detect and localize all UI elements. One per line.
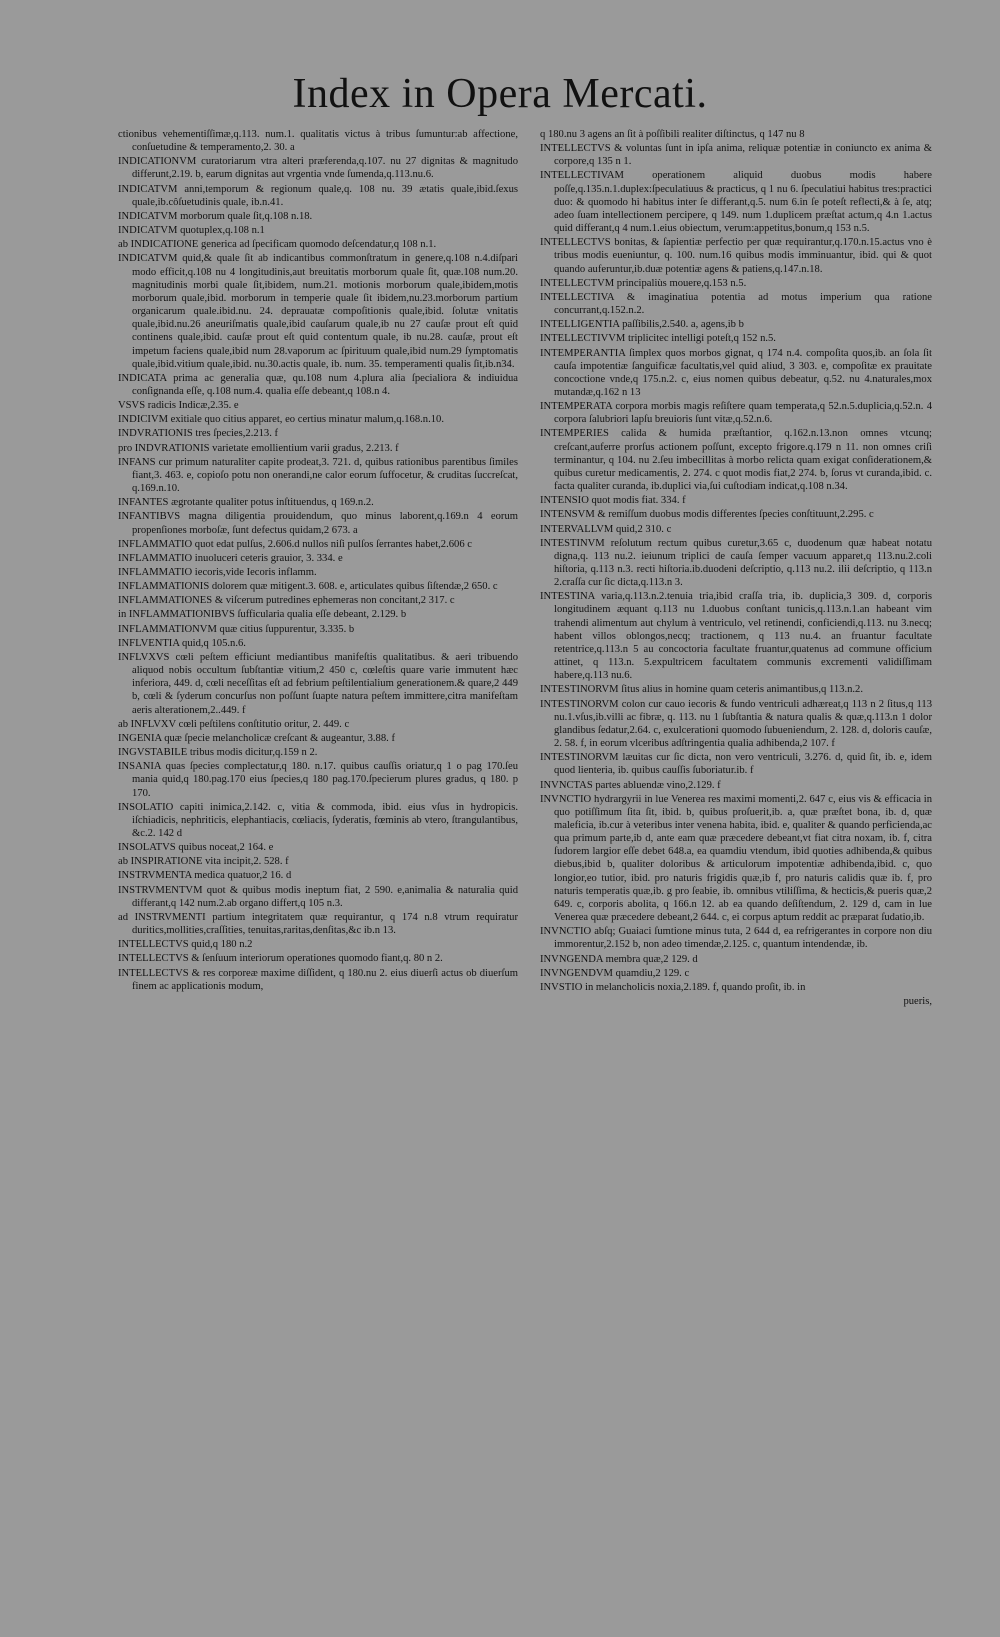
- index-entry: INTELLECTIVA & imaginatiua potentia ad motus imperium qua ratione concurrant,q.152.n.2.: [540, 291, 932, 317]
- index-entry: INTERVALLVM quid,2 310. c: [540, 523, 672, 535]
- index-entry: INVNGENDVM quamdiu,2 129. c: [540, 967, 690, 979]
- index-entry: INDICATVM quid,& quale ſit ab indicantibus commonſtratum in genere,q.108 n.4.diſpari modo efficit,q.108 nu 4 longitudinis,aut breuitatis morborum quale ſit, quæ.108 num.20. magnitudinis morbi quale ſit,ibidem, num.21. motionis morborum quale,ibidem,motis morborum quale,ibid. morborum in temperie quale ſit ibidem,nu.23.morborum partium organicarum quale.ibid.nu. 24. deprauatæ compoſitionis quale,ibid. ſolutæ vnitatis quale,ibid.nu.26 aneuriſmatis quale,ibid cauſarum quale,ib nu 27 cauſæ prout eſt quid continens quale,ibid. cauſæ prout eſt quid contentum quale, ib nu.28. cauſæ, prout eſt impetum faciens quale,ibid num 28.vaporum ac ſpirituum quale,ibid num.29 ſymptomatis quale,ibid.vitium quale,ibid. nu.30.actis quale, ib. num. 35. temperamenti qualis ſit,ib.n34.: [118, 253, 518, 370]
- index-entry: INSOLATVS quibus noceat,2 164. e: [118, 842, 274, 854]
- index-entry: INVNCTIO abſq; Guaiaci ſumtione minus tuta, 2 644 d, ea refrigerantes in corpore non diu immorentur,2.152 b, non adeo timendæ,2.125. c, quantum intendendæ, ib.: [540, 926, 932, 951]
- index-entry: INFLAMMATIONVM quæ citius ſuppurentur, 3.335. b: [118, 623, 355, 635]
- index-entry: ab INSPIRATIONE vita incipit,2. 528. f: [118, 856, 289, 868]
- index-entry: INVNCTAS partes abluendæ vino,2.129. f: [540, 779, 721, 791]
- index-entry: INFLAMMATIO iecoris,vide Iecoris inflamm.: [118, 567, 317, 578]
- index-entry: INTEMPERATA corpora morbis magis reſiſtere quam temperata,q 52.n.5.duplicia,q.52.n. 4 corpora ſalubriori lapſu breuioris ſunt vitæ,q.52.n.6.: [540, 401, 932, 426]
- index-entry: INTESTINORVM ſitus alius in homine quam ceteris animantibus,q 113.n.2.: [540, 684, 864, 696]
- index-entry: VSVS radicis Indicæ,2.35. e: [118, 400, 239, 412]
- index-entry: INFLVENTIA quid,q 105.n.6.: [118, 637, 246, 649]
- index-entry: INTELLECTVS quid,q 180 n.2: [118, 939, 253, 951]
- index-column-right: [540, 128, 932, 1008]
- index-entry: INSOLATIO capiti inimica,2.142. c, vitia & commoda, ibid. eius vſus in hydropicis. iſchiadicis, nephriticis, elephantiacis, cœliacis, ſyderatis, fœminis ab vtero, ſtrangulantibus, &c.2. 142 d: [118, 801, 518, 839]
- page-title: Index in Opera Mercati.: [292, 71, 708, 117]
- index-entry: INSANIA quas ſpecies complectatur,q 180. n.17. quibus cauſſis oriatur,q 1 o pag 170.ſeu mania quid,q 180.pag.170 eius ſpecies,q 180 pag.170.ſpecierum plures gradus, q 180. p 170.: [118, 761, 518, 799]
- index-entry: ctionibus vehementiſſimæ,q.113. num.1. qualitatis victus à tribus ſumuntur:ab affectione, conſuetudine & temperamento,2. 30. a: [118, 129, 518, 154]
- index-entry: q 180.nu 3 agens an ſit à poſſibili realiter diſtinctus, q 147 nu 8: [540, 129, 805, 140]
- index-entry: INTENSVM & remiſſum duobus modis differentes ſpecies conſtituunt,2.295. c: [540, 509, 874, 521]
- index-entry: INFANTIBVS magna diligentia prouidendum, quo minus laborent,q.169.n 4 eorum propenſiones morboſæ, ſunt defectus quidam,2 673. a: [118, 511, 518, 536]
- index-entry: INTESTINVM reſolutum rectum quibus curetur,3.65 c, duodenum quæ habeat notatu digna,q. 113 nu.2. ieiunum triplici de cauſa ſemper vacuum apparet,q 113.nu.2.coli hiſtoria, q.113 n.3. recti hiſtoria.ib.duodeni deſcriptio, q.113 nu.2. ilii deſcriptio, q 113.n 2.craſſa cur ſic dicta,q.113.n 3.: [540, 537, 932, 589]
- index-entry: INTESTINA varia,q.113.n.2.tenuia tria,ibid craſſa tria, ib. duplicia,3 309. d, corporis longitudinem æquant q.113 nu 1.duobus conſtant tunicis,q.113.n.1.an habeant vim trahendi alimentum aut chylum à ventriculo, vel retinendi, conficiendi,q.113. nu 3.necq; habent villos oblongos,necq; tractionem, q 113 nu.4. an fruantur facultate retentrice,q.113.n 5 au concoctoria facultate fruantur,quatenus ad commune officium attinet, q 113.n. 5.expultricem facultatem communis excrementi validiſſimam habere,q.113 nu.6.: [540, 591, 932, 682]
- index-entry: INFLAMMATIO quot edat pulſus, 2.606.d nullos niſi pulſos ſerrantes habet,2.606 c: [118, 538, 472, 550]
- index-entry: INVNGENDA membra quæ,2 129. d: [540, 953, 698, 965]
- catchword: pueris,: [903, 996, 932, 1007]
- index-entry: INTESTINORVM colon cur cauo iecoris & fundo ventriculi adhæreat,q 113 n 2 ſitus,q 113 nu.1.vſus,ib.villi ac fibræ, q. 113. nu 1 ſubſtantia & natura qualis & quæ,q.113.n 1 dolor glandibus ſedatur,2.64. c, exulcerationi quomodo ſubueniendum, 2. 128. d, doloris cauſæ, 2. 58. f, in eorum vlceribus adſtringentia qualia adhibenda,2 107. f: [540, 698, 932, 750]
- index-entry: INTELLIGENTIA paſſibilis,2.540. a, agens,ib b: [540, 319, 744, 331]
- index-entry: INTELLECTIVVM triplicitec intelligi poteſt,q 152 n.5.: [540, 333, 776, 345]
- index-entry: INTELLECTVS & res corporeæ maxime diſſident, q 180.nu 2. eius diuerſi actus ob diuerſum finem ac applicationis modum,: [118, 967, 518, 992]
- index-entry: ab INDICATIONE generica ad ſpecificam quomodo deſcendatur,q 108 n.1.: [118, 239, 437, 251]
- index-entry: INDVRATIONIS tres ſpecies,2.213. f: [118, 428, 279, 440]
- index-entry: INDICATVM anni,temporum & regionum quale,q. 108 nu. 39 ætatis quale,ibid.ſexus quale,ib.côſuetudinis quale, ib.n.41.: [118, 183, 518, 208]
- index-entry: INTELLECTVS & voluntas ſunt in ipſa anima, reliquæ potentiæ in coniuncto ex anima & corpore,q 135 n 1.: [540, 143, 932, 168]
- index-entry: INTEMPERIES calida & humida præſtantior, q.162.n.13.non omnes vtcunq; creſcant,auferre prorſus actionem poſſunt, excepto frigore.q.179 n 11. non omnes criſi terminantur, q 104. nu 2.ſeu imbecillitas à morbo relicta quam exigat conſiderationem,& quibus curetur medicamentis, 2. 274. c quot modis fiat,2 274. b, ſorus vt curanda,ibid. c. facta qualiter curanda, ib.duplici via,ſui cuſtodiam indicat,q.108 n.34.: [540, 428, 932, 493]
- index-entry: ab INFLVXV cœli peſtilens conſtitutio oritur, 2. 449. c: [118, 718, 350, 730]
- index-entry: INFANS cur primum naturaliter capite prodeat,3. 721. d, quibus rationibus parentibus ſimiles fiant,3. 463. e, copioſo potu non onerandi,ne calor eorum ſuffocetur, & cruditas ſuccreſcat, q.169.n.10.: [118, 456, 518, 495]
- index-entry: INTESTINORVM læuitas cur ſic dicta, non vero ventriculi, 3.276. d, quid ſit, ib. e, idem quod lienteria, ib. quibus cauſſis ſuboriatur.ib. f: [540, 752, 932, 777]
- index-entry: INFLAMMATIO inuoluceri ceteris grauior, 3. 334. e: [118, 552, 343, 564]
- index-entry: INTELLECTVS bonitas, & ſapientiæ perfectio per quæ requirantur,q.170.n.15.actus vno è tribus modis eueniuntur, q. 100. num.16 quibus modis imminuantur, ibid. qui & quot quando auferuntur,ib.duæ potentiæ agens & patiens,q.147.n.18.: [540, 237, 932, 275]
- index-entry: INDICIVM exitiale quo citius apparet, eo certius minatur malum,q.168.n.10.: [118, 414, 444, 426]
- index-entry: INVSTIO in melancholicis noxia,2.189. f, quando proſit, ib. in: [540, 981, 806, 993]
- index-entry: INTELLECTIVAM operationem aliquid duobus modis habere poſſe,q.135.n.1.duplex:ſpeculatiuus & practicus, q 1 nu 6. ſpeculatiui habitus tres:practici duo: & quomodo hi habitus inter ſe differant,q.5. num 6.in ſe poteſt reflecti,& à ſe, atq; adeo ſuam intellectionem percipere, q 149. num 1.duplicem præſtat actum,q 4.n 1.actus quid differant,q 4 num.1.eius obiectum, verum:appetitus,bonum,q 153 n.5.: [540, 170, 932, 235]
- index-entry: INGENIA quæ ſpecie melancholicæ creſcant & augeantur, 3.88. f: [118, 732, 395, 744]
- index-entry: INFLAMMATIONES & viſcerum putredines ephemeras non concitant,2 317. c: [118, 595, 455, 607]
- index-entry: INDICATIONVM curatoriarum vtra alteri præferenda,q.107. nu 27 dignitas & magnitudo differunt,2.19. b, earum dignitas aut vrgentia vnde ſumenda,q.113.nu.6.: [118, 156, 518, 181]
- index-column-left: [118, 128, 518, 994]
- index-entry: INVNCTIO hydrargyrii in lue Venerea res maximi momenti,2. 647 c, eius vis & efficacia in quo potiſſimum ſita ſit, ibid. b, quibus proſuerit,ib. a, quæ præſtet bona, ib. d, quæ maleficia, ib.cur à veteribus inter venena habita, ibid. e, qualiter & quando perficienda,ac qua primum parte,ib d, ante eam quæ præcedere debeant,vt fiat citra noxam, ib. f, citra ſudorem largior eſſe debet 648.a, ea quamdiu vtendum, ibid quoties adhibenda,& quibus diebus,ibid b, qualiter doloribus & articulorum impotentiæ adhibenda,ibid. c, quo longior,eo tutior, ibid. pro naturis frigidis quæ,ib f, pro naturis calidis quæ ib. f, pro naturis temperatis quæ,ib. g pro ſeabie, ib. omnibus vtiliſſima, & hecticis,& pueris quæ,2 649. c, corporis abolita, q 166.n 12. ab ea quando deſiſtendum, 2. 129 d, cam in lue Venerea quæ præcedere debeant,2 644. c, ei corpus aptum reddit ac præparat ſudatio,ib.: [540, 793, 932, 924]
- index-entry: ad INSTRVMENTI partium integritatem quæ requirantur, q 174 n.8 vtrum requiratur duritics,mollities,craſſities, tenuitas,raritas,denſitas,&c ib.n 13.: [118, 911, 518, 937]
- index-entry: INTENSIO quot modis fiat. 334. f: [540, 495, 686, 507]
- index-entry: INDICATVM quotuplex,q.108 n.1: [118, 225, 265, 237]
- index-entry: INSTRVMENTVM quot & quibus modis ineptum fiat, 2 590. e,animalia & naturalia quid differant,q 142 num.2.ab organo differt,q 105 n.3.: [118, 884, 518, 909]
- index-entry: INGVSTABILE tribus modis dicitur,q.159 n 2.: [118, 747, 318, 759]
- index-entry: INDICATVM morborum quale ſit,q.108 n.18.: [118, 210, 313, 222]
- index-entry: INTELLECTVM principaliùs mouere,q.153 n.5.: [540, 277, 747, 289]
- index-entry: INSTRVMENTA medica quatuor,2 16. d: [118, 870, 292, 882]
- index-entry: INTELLECTVS & ſenſuum interiorum operationes quomodo fiant,q. 80 n 2.: [118, 953, 443, 965]
- index-entry: INFLAMMATIONIS dolorem quæ mitigent.3. 608. e, articulates quibus ſiſtendæ,2 650. c: [118, 581, 498, 593]
- index-entry: INDICATA prima ac generalia quæ, qu.108 num 4.plura alia ſpecialiora & indiuidua conſignanda eſſe, q.108 num.4. qualia eſſe debeant,q 108.n 4.: [118, 372, 518, 397]
- index-entry: in INFLAMMATIONIBVS ſufficularia qualia eſſe debeant, 2.129. b: [118, 609, 407, 621]
- index-entry: INFANTES ægrotante qualiter potus inſtituendus, q 169.n.2.: [118, 497, 374, 509]
- index-entry: INTEMPERANTIA ſimplex quos morbos gignat, q 174 n.4. compoſita quos,ib. an ſola ſit cauſa impotentiæ ſanguificæ facultatis,vel quid aliud, 3 303. e, compoſitæ ex prauitate concoctione vnde,q 175.n.2. c, eius nomen quibus debeatur, q.52. nu 4.naturales,mox mutandæ,q.162 n 13: [540, 347, 932, 398]
- index-entry: INFLVXVS cœli peſtem efficiunt mediantibus manifeſtis qualitatibus. & aeri tribuendo aliquod nobis occultum ſubſtantiæ vitium,2 450 c, cœleſtis quare varie immutent hæc inferiora, 449. d, cœli neceſſitas eſt ad febrium peſtilentialium generationem.& quare,2 449 b, cœli & ſyderum concurſus non poſſunt ſuapte natura peſtem immittere,citra manifeſtam aeris alterationem,2..449. f: [118, 651, 518, 716]
- index-entry: pro INDVRATIONIS varietate emollientium varii gradus, 2.213. f: [118, 442, 399, 454]
